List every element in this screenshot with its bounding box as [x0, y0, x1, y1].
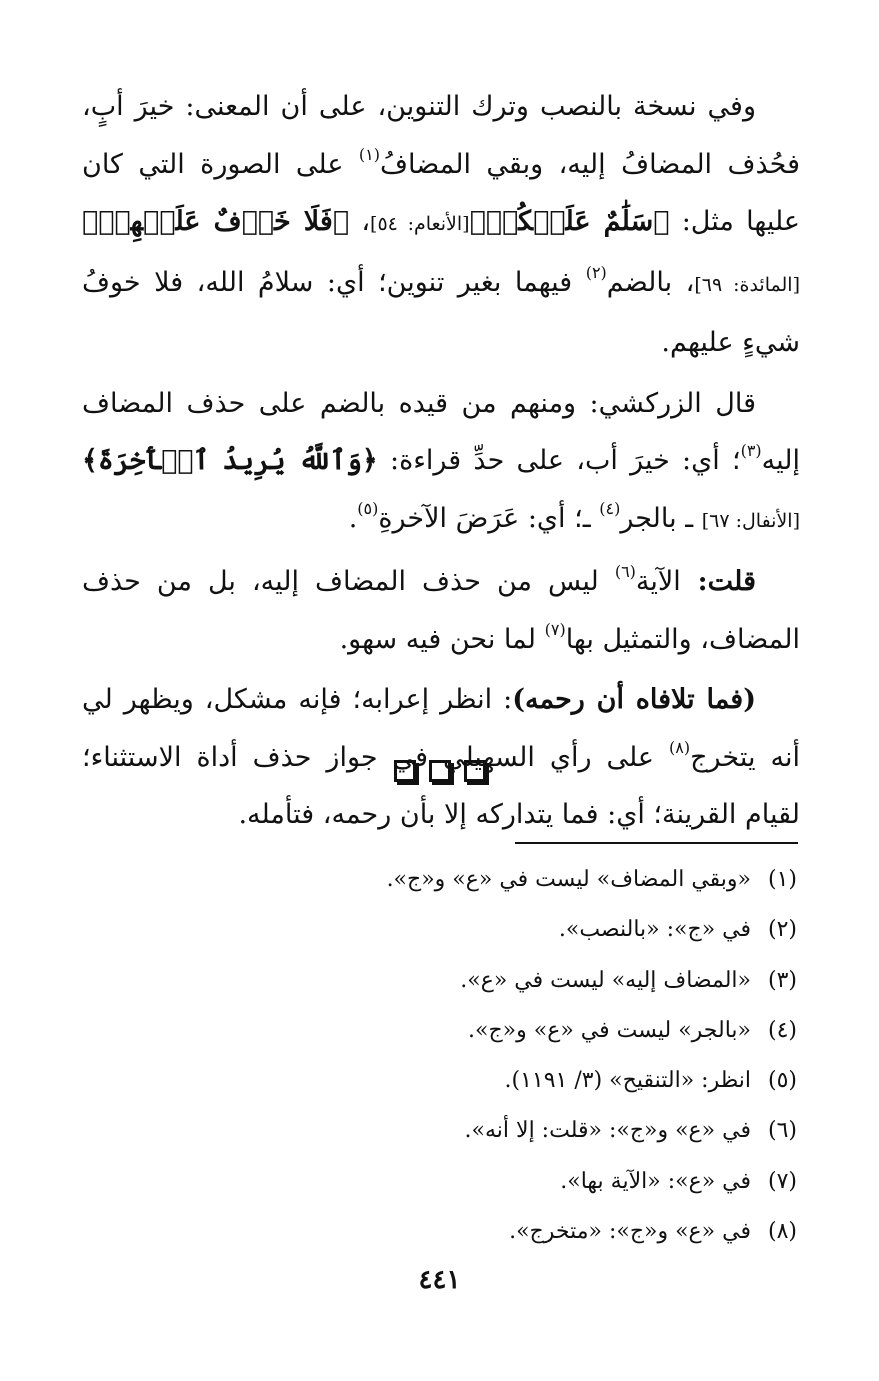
lead-phrase: (فما تلافاه أن رحمه) — [512, 684, 756, 715]
footnote-number: (٧) — [767, 1168, 797, 1194]
footnote-text: «المضاف إليه» ليست في «ع». — [460, 967, 751, 993]
verse-reference: [المائدة: ٦٩] — [694, 273, 800, 296]
footnote-ref-1[interactable]: (١) — [358, 144, 380, 164]
page-number: ٤٤١ — [418, 1265, 461, 1295]
footnote-number: (٨) — [767, 1219, 797, 1245]
footnote-item — [237, 1056, 797, 1106]
footnote-item — [237, 855, 797, 905]
paragraph-1: وفي نسخة بالنصب وترك التنوين، على أن المعنى: خيرَ أبٍ، فحُذف المضافُ إليه، وبقي المضافُ$^{(١)}$ على الصورة التي كان عليها مثل: ﴿سَلَٰمٌ عَلَيۡكُمۡ﴾[الأنعام: ٥٤]، ﴿فَلَا خَوۡفٌ عَلَيۡهِمۡ﴾[المائدة: ٦٩]، بالضم$^{(٢)}$ فيهما بغير تنوين؛ أي: سلامُ الله، فلا خوفُ شيءٍ عليهم. — [82, 91, 801, 358]
footnote-item — [237, 1106, 797, 1156]
footnote-item — [237, 905, 797, 955]
footnote-ref-4[interactable]: (٤) — [599, 498, 621, 518]
paragraph-2: قال الزركشي: ومنهم من قيده بالضم على حذف المضاف إليه$^{(٣)}$؛ أي: خيرَ أب، على حدِّ قراءة: ﴿وَٱللَّهُ يُرِيدُ ٱلۡأٓخِرَةَ﴾[الأنفال: ٦٧] ـ بالجر$^{(٤)}$ ـ؛ أي: عَرَضَ الآخرةِ$^{(٥)}$. — [82, 387, 801, 534]
footnote-text: في «ج»: «بالنصب». — [558, 917, 751, 943]
footnote-item — [237, 956, 797, 1006]
footnote-text: في «ع» و«ج»: «متخرج». — [509, 1219, 751, 1245]
footnote-text: في «ع» و«ج»: «قلت: إلا أنه». — [464, 1118, 751, 1144]
footnote-ref-8[interactable]: (٨) — [669, 737, 691, 757]
footnote-divider — [515, 842, 798, 844]
separator-square-icon — [464, 760, 486, 782]
main-text — [82, 78, 800, 844]
footnote-ref-7[interactable]: (٧) — [544, 619, 566, 639]
footnote-number: (٣) — [767, 967, 797, 993]
separator-square-icon — [429, 760, 451, 782]
quran-verse: ﴿وَٱللَّهُ يُرِيدُ ٱلۡأٓخِرَةَ﴾ — [82, 445, 378, 476]
footnote-text: انظر: «التنقيح» (٣/ ١١٩١). — [504, 1068, 751, 1094]
verse-reference: [الأنفال: ٦٧] — [701, 509, 800, 532]
footnote-text: «وبقي المضاف» ليست في «ع» و«ج». — [386, 867, 751, 892]
footnote-number: (٥) — [767, 1068, 797, 1094]
footnote-item — [237, 1207, 797, 1257]
lead-word: قلت: — [680, 566, 756, 597]
verse-reference: [الأنعام: ٥٤] — [370, 213, 470, 235]
footnote-number: (١) — [767, 867, 797, 892]
footnote-number: (٤) — [767, 1017, 797, 1043]
footnote-item — [237, 1157, 797, 1207]
footnote-ref-5[interactable]: (٥) — [357, 498, 379, 518]
footnote-text: في «ع»: «الآية بها». — [560, 1168, 751, 1194]
footnote-ref-3[interactable]: (٣) — [740, 441, 762, 460]
footnote-ref-6[interactable]: (٦) — [614, 562, 636, 581]
quran-verse: ﴿فَلَا خَوۡفٌ عَلَيۡهِمۡ﴾ — [82, 206, 350, 237]
footnote-ref-2[interactable]: (٢) — [585, 262, 607, 282]
quran-verse: ﴿سَلَٰمٌ عَلَيۡكُمۡ﴾ — [469, 206, 670, 237]
footnotes-list — [237, 855, 797, 1257]
paragraph-3: قلت: الآية$^{(٦)}$ ليس من حذف المضاف إليه، بل من حذف المضاف، والتمثيل بها$^{(٧)}$ لما نحن فيه سهو. — [82, 562, 800, 655]
footnote-item — [237, 1006, 797, 1056]
footnote-number: (٢) — [767, 917, 797, 943]
footnote-number: (٦) — [767, 1118, 797, 1144]
section-separator — [0, 760, 879, 782]
separator-square-icon — [394, 760, 416, 782]
footnote-text: «بالجر» ليست في «ع» و«ج». — [468, 1017, 751, 1043]
paragraph-4: (فما تلافاه أن رحمه): انظر إعرابه؛ فإنه مشكل، ويظهر لي أنه يتخرج$^{(٨)}$ على رأي السهيلي في جواز حذف أداة الاستثناء؛ لقيام القرينة؛ أي: فما يتداركه إلا بأن رحمه، فتأمله. — [82, 684, 800, 830]
